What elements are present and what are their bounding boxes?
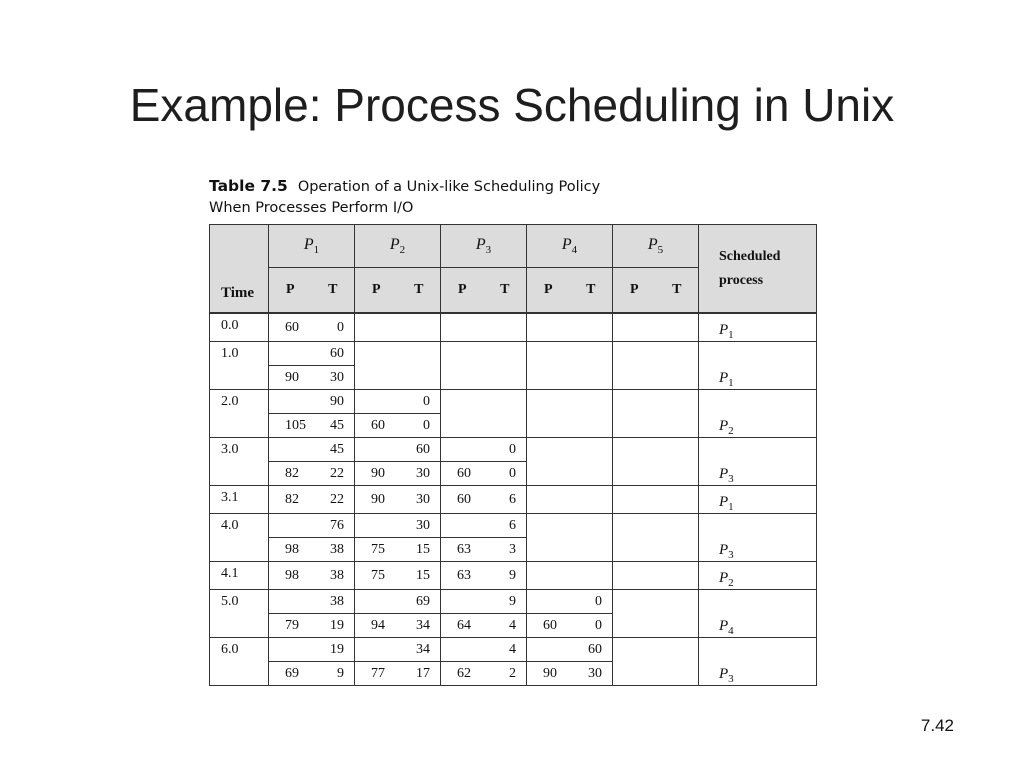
cell-value: 75 [355, 538, 398, 562]
time-cell: 5.0 [210, 590, 269, 638]
cell-value: 22 [312, 486, 355, 514]
empty-cell [527, 486, 570, 514]
scheduled-process-cell: $P_1$ [699, 342, 817, 390]
cell-value: 60 [398, 438, 441, 462]
cell-value [355, 514, 398, 538]
cell-value: 77 [355, 662, 398, 686]
cell-value: 76 [312, 514, 355, 538]
cell-value: 45 [312, 414, 355, 438]
caption-line-2: When Processes Perform I/O [209, 200, 414, 216]
cell-value: 9 [484, 590, 527, 614]
cell-value: 34 [398, 614, 441, 638]
cell-value: 62 [441, 662, 484, 686]
process-header-p4: $P_4$ [527, 225, 613, 268]
priority-subheader: P [355, 268, 398, 314]
priority-subheader: P [441, 268, 484, 314]
cell-value [269, 590, 312, 614]
process-header-p2: $P_2$ [355, 225, 441, 268]
table-caption [209, 176, 600, 219]
empty-cell [484, 390, 527, 438]
priority-subheader: P [613, 268, 656, 314]
empty-cell [613, 590, 656, 638]
cell-value [269, 390, 312, 414]
cell-value: 45 [312, 438, 355, 462]
cell-value: 22 [312, 462, 355, 486]
time-subheader: T [656, 268, 699, 314]
time-header: Time [210, 225, 269, 314]
cell-value: 94 [355, 614, 398, 638]
cell-value: 60 [527, 614, 570, 638]
time-cell: 6.0 [210, 638, 269, 686]
time-subheader: T [398, 268, 441, 314]
empty-cell [613, 438, 656, 486]
empty-cell [656, 486, 699, 514]
process-header-p5: $P_5$ [613, 225, 699, 268]
cell-value [441, 590, 484, 614]
cell-value: 105 [269, 414, 312, 438]
empty-cell [656, 438, 699, 486]
slide-title: Example: Process Scheduling in Unix [129, 79, 895, 131]
cell-value [269, 438, 312, 462]
cell-value [269, 514, 312, 538]
time-cell: 3.0 [210, 438, 269, 486]
time-cell: 0.0 [210, 313, 269, 342]
cell-value: 30 [570, 662, 613, 686]
empty-cell [441, 313, 484, 342]
empty-cell [570, 342, 613, 390]
table-row [210, 486, 817, 514]
empty-cell [570, 313, 613, 342]
empty-cell [441, 390, 484, 438]
scheduled-process-cell: $P_4$ [699, 590, 817, 638]
cell-value: 38 [312, 562, 355, 590]
cell-value: 38 [312, 538, 355, 562]
cell-value [441, 514, 484, 538]
scheduled-process-cell: $P_3$ [699, 438, 817, 486]
time-cell: 3.1 [210, 486, 269, 514]
table-row [210, 313, 817, 342]
cell-value: 98 [269, 562, 312, 590]
empty-cell [527, 514, 570, 562]
empty-cell [656, 390, 699, 438]
cell-value [269, 342, 312, 366]
cell-value: 0 [484, 438, 527, 462]
table-row [210, 390, 817, 414]
empty-cell [398, 313, 441, 342]
cell-value: 0 [484, 462, 527, 486]
cell-value: 30 [398, 462, 441, 486]
time-subheader: T [484, 268, 527, 314]
table-row [210, 342, 817, 366]
cell-value: 90 [355, 486, 398, 514]
table-row [210, 590, 817, 614]
empty-cell [613, 514, 656, 562]
cell-value [441, 438, 484, 462]
cell-value: 34 [398, 638, 441, 662]
priority-subheader: P [527, 268, 570, 314]
cell-value: 19 [312, 638, 355, 662]
cell-value: 90 [355, 462, 398, 486]
cell-value: 90 [527, 662, 570, 686]
cell-value: 0 [570, 614, 613, 638]
cell-value: 60 [269, 313, 312, 342]
time-cell: 4.1 [210, 562, 269, 590]
cell-value: 82 [269, 486, 312, 514]
cell-value [355, 590, 398, 614]
cell-value [441, 638, 484, 662]
cell-value: 30 [398, 514, 441, 538]
process-header-p1: $P_1$ [269, 225, 355, 268]
cell-value: 82 [269, 462, 312, 486]
empty-cell [570, 390, 613, 438]
cell-value: 0 [312, 313, 355, 342]
cell-value: 4 [484, 638, 527, 662]
empty-cell [527, 562, 570, 590]
empty-cell [656, 590, 699, 638]
time-subheader: T [312, 268, 355, 314]
scheduled-process-cell: $P_3$ [699, 514, 817, 562]
empty-cell [570, 562, 613, 590]
table-row [210, 638, 817, 662]
scheduled-process-cell: $P_2$ [699, 562, 817, 590]
empty-cell [441, 342, 484, 390]
cell-value: 63 [441, 562, 484, 590]
table-row [210, 562, 817, 590]
cell-value [355, 438, 398, 462]
cell-value [527, 590, 570, 614]
cell-value: 0 [398, 390, 441, 414]
cell-value: 30 [398, 486, 441, 514]
cell-value: 17 [398, 662, 441, 686]
cell-value: 0 [570, 590, 613, 614]
cell-value: 30 [312, 366, 355, 390]
empty-cell [656, 638, 699, 686]
empty-cell [570, 514, 613, 562]
cell-value: 90 [312, 390, 355, 414]
table-row [210, 438, 817, 462]
scheduled-process-cell: $P_1$ [699, 486, 817, 514]
cell-value: 6 [484, 486, 527, 514]
empty-cell [355, 342, 398, 390]
cell-value: 2 [484, 662, 527, 686]
empty-cell [613, 342, 656, 390]
cell-value: 98 [269, 538, 312, 562]
scheduling-table [209, 224, 817, 686]
scheduled-process-cell: $P_2$ [699, 390, 817, 438]
time-cell: 4.0 [210, 514, 269, 562]
empty-cell [656, 342, 699, 390]
empty-cell [570, 486, 613, 514]
empty-cell [656, 313, 699, 342]
cell-value: 63 [441, 538, 484, 562]
empty-cell [398, 342, 441, 390]
cell-value: 38 [312, 590, 355, 614]
empty-cell [613, 638, 656, 686]
empty-cell [613, 562, 656, 590]
cell-value [527, 638, 570, 662]
cell-value: 0 [398, 414, 441, 438]
cell-value: 79 [269, 614, 312, 638]
page-number: 7.42 [920, 716, 954, 735]
cell-value [355, 638, 398, 662]
cell-value: 60 [441, 462, 484, 486]
empty-cell [656, 514, 699, 562]
empty-cell [355, 313, 398, 342]
scheduled-process-cell: $P_1$ [699, 313, 817, 342]
caption-line-1: Operation of a Unix-like Scheduling Policy [297, 179, 601, 195]
cell-value: 3 [484, 538, 527, 562]
empty-cell [613, 313, 656, 342]
empty-cell [527, 438, 570, 486]
empty-cell [484, 313, 527, 342]
cell-value: 9 [312, 662, 355, 686]
cell-value: 4 [484, 614, 527, 638]
table-number: Table 7.5 [209, 177, 288, 195]
scheduled-process-header: Scheduled process [699, 225, 817, 314]
cell-value: 69 [398, 590, 441, 614]
table-row [210, 514, 817, 538]
empty-cell [484, 342, 527, 390]
cell-value: 64 [441, 614, 484, 638]
priority-subheader: P [269, 268, 312, 314]
cell-value: 60 [441, 486, 484, 514]
empty-cell [613, 390, 656, 438]
cell-value: 90 [269, 366, 312, 390]
process-header-p3: $P_3$ [441, 225, 527, 268]
empty-cell [527, 390, 570, 438]
time-subheader: T [570, 268, 613, 314]
empty-cell [527, 313, 570, 342]
cell-value [269, 638, 312, 662]
cell-value: 6 [484, 514, 527, 538]
cell-value: 15 [398, 562, 441, 590]
cell-value [355, 390, 398, 414]
cell-value: 60 [355, 414, 398, 438]
cell-value: 69 [269, 662, 312, 686]
cell-value: 60 [312, 342, 355, 366]
scheduled-process-cell: $P_3$ [699, 638, 817, 686]
cell-value: 19 [312, 614, 355, 638]
cell-value: 9 [484, 562, 527, 590]
empty-cell [656, 562, 699, 590]
cell-value: 75 [355, 562, 398, 590]
cell-value: 60 [570, 638, 613, 662]
empty-cell [570, 438, 613, 486]
empty-cell [613, 486, 656, 514]
cell-value: 15 [398, 538, 441, 562]
time-cell: 1.0 [210, 342, 269, 390]
empty-cell [527, 342, 570, 390]
time-cell: 2.0 [210, 390, 269, 438]
